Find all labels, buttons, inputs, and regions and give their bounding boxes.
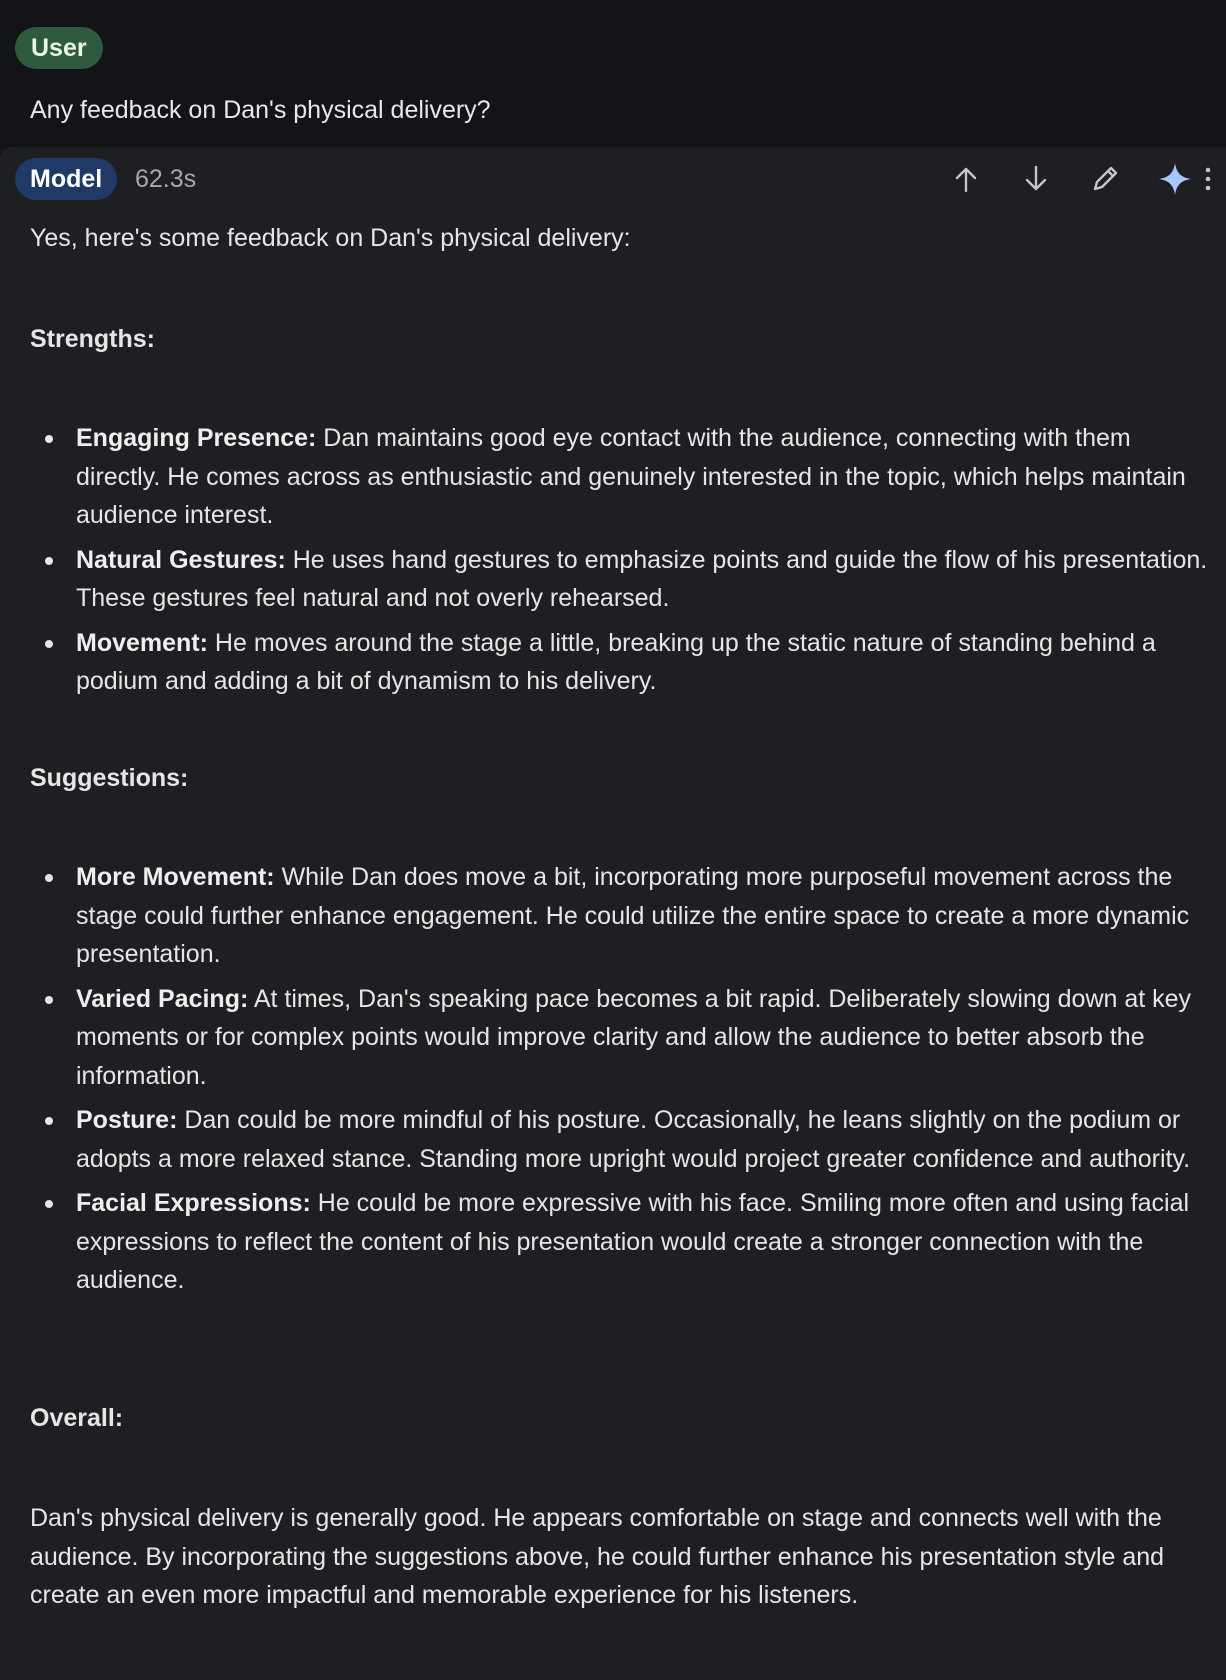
list-item-term: Natural Gestures: — [76, 545, 286, 574]
list-item-text: At times, Dan's speaking pace becomes a bit rapid. Deliberately slowing down at key moments or for complex points would improve clarity and allow the audience to better absorb the information. — [76, 984, 1192, 1090]
list-item-term: Facial Expressions: — [76, 1189, 311, 1217]
list-item-text: He moves around the stage a little, breaking up the static nature of standing behind a podium and adding a bit of dynamism to his delivery. — [76, 628, 1156, 695]
sparkle-icon — [1157, 161, 1193, 197]
list-item-text: Dan maintains good eye contact with the audience, connecting with them directly. He comes across as enthusiastic and genuinely interested in the topic, which helps maintain audience interest. — [76, 424, 1186, 529]
list-item-term: Movement: — [76, 628, 208, 657]
strengths-list — [30, 419, 1210, 707]
overall-paragraph: Dan's physical delivery is generally good. He appears comfortable on stage and connects well with the audience. By incorporating the suggestions above, he could further enhance his presentation style and create an even more impactful and memorable experience for his listeners. — [30, 1504, 1165, 1609]
list-item-text: While Dan does move a bit, incorporating more purposeful movement across the stage could further enhance engagement. He could utilize the entire space to create a more dynamic presentation. — [76, 863, 1190, 968]
list-item — [30, 980, 1210, 1096]
list-item-term: More Movement: — [76, 863, 275, 891]
list-item-text: Dan could be more mindful of his posture. Occasionally, he leans slightly on the podium or adopts a more relaxed stance. Standing more upright would project greater confidence and authority. — [76, 1106, 1191, 1173]
elapsed-time: 62.3s — [135, 165, 197, 193]
move-up-button[interactable] — [948, 161, 984, 197]
list-item-term: Posture: — [76, 1106, 178, 1134]
more-vert-icon — [1190, 161, 1226, 197]
arrow-down-icon — [1018, 161, 1054, 197]
user-role-chip: User — [15, 27, 103, 69]
user-turn — [0, 0, 1226, 147]
turn-actions — [926, 161, 1226, 197]
rerun-button[interactable] — [1157, 161, 1193, 197]
list-item — [30, 541, 1210, 618]
list-item-term: Engaging Presence: — [76, 424, 317, 452]
list-item-text: He could be more expressive with his face. Smiling more often and using facial expressions to reflect the content of his presentation would create a stronger connection with the audience. — [76, 1189, 1190, 1294]
list-item — [30, 1184, 1210, 1300]
suggestions-heading: Suggestions: — [30, 764, 189, 792]
user-message[interactable]: Any feedback on Dan's physical delivery? — [30, 96, 491, 124]
list-item — [30, 858, 1210, 974]
pencil-icon — [1087, 161, 1123, 197]
model-turn — [0, 147, 1226, 1680]
list-item-term: Varied Pacing: — [76, 984, 249, 1013]
list-item — [30, 1101, 1210, 1178]
suggestions-list — [30, 858, 1210, 1306]
list-item-text: He uses hand gestures to emphasize points and guide the flow of his presentation. These gestures feel natural and not overly rehearsed. — [76, 545, 1208, 612]
more-options-button[interactable] — [1190, 161, 1226, 197]
move-down-button[interactable] — [1018, 161, 1054, 197]
list-item — [30, 419, 1210, 535]
arrow-up-icon — [948, 161, 984, 197]
model-role-chip: Model — [15, 158, 117, 200]
response-intro: Yes, here's some feedback on Dan's physical delivery: — [30, 224, 631, 252]
list-item — [30, 624, 1210, 701]
overall-heading: Overall: — [30, 1404, 124, 1432]
strengths-heading: Strengths: — [30, 325, 155, 353]
edit-button[interactable] — [1087, 161, 1123, 197]
